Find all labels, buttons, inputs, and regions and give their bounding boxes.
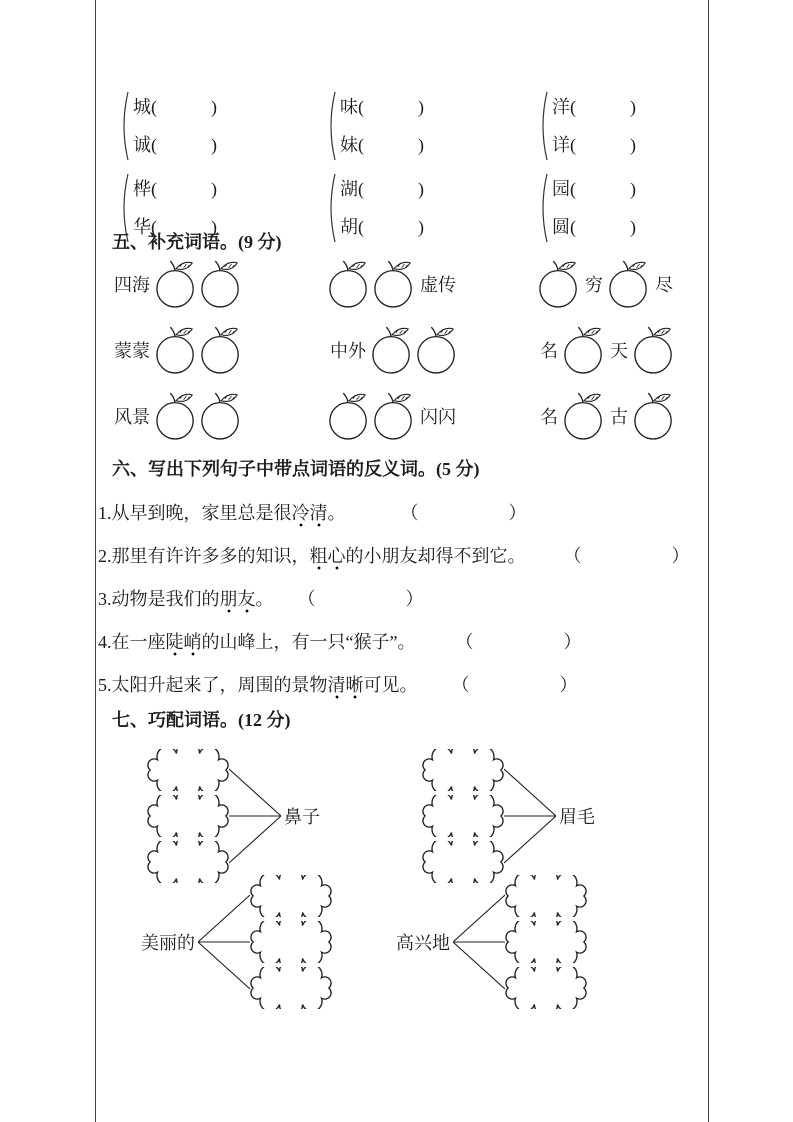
dotted-word: 朋友	[220, 589, 256, 613]
cloud-blank-icon	[505, 967, 587, 1009]
answer-blank: ( )	[358, 179, 424, 199]
answer-blank: ( )	[151, 179, 217, 199]
apple-blank-icon	[200, 391, 242, 441]
match-label: 美丽的	[141, 933, 195, 953]
cloud-blank-icon	[505, 875, 587, 917]
pair-char: 城	[133, 97, 151, 117]
word-pair	[537, 90, 636, 162]
answer-blank: （ ）	[451, 675, 578, 695]
sentence-pre: 1.从早到晚，家里总是很	[98, 503, 292, 523]
word-pair	[537, 172, 636, 244]
match-group-beautiful	[138, 874, 332, 1010]
sentence-item	[98, 578, 704, 621]
cloud-column	[250, 875, 332, 1009]
apple-blank-icon	[633, 391, 675, 441]
fill-text: 蒙蒙	[114, 341, 150, 361]
apple-blank-icon	[373, 259, 415, 309]
pair-char: 详	[552, 135, 570, 155]
fill-text: 古	[610, 407, 628, 427]
apple-blank-icon	[328, 391, 370, 441]
sentence-post: 的小朋友却得不到它。	[345, 546, 526, 566]
pair-char: 华	[133, 217, 151, 237]
sentence-pre: 2.那里有许许多多的知识，	[98, 546, 310, 566]
match-lines	[229, 748, 281, 884]
apple-blank-icon	[563, 325, 605, 375]
answer-blank: （ ）	[455, 632, 582, 652]
sentence-item	[98, 664, 704, 707]
apple-blank-icon	[200, 259, 242, 309]
answer-blank: ( )	[570, 97, 636, 117]
sentence-item	[98, 535, 704, 578]
pair-char: 胡	[340, 217, 358, 237]
fill-cell	[538, 390, 675, 442]
pair-char: 洋	[552, 97, 570, 117]
sentence-pre: 5.太阳升起来了，周围的景物	[98, 675, 328, 695]
match-group-nose	[147, 748, 323, 884]
fill-text: 四海	[114, 275, 150, 295]
pair-rows	[340, 174, 424, 242]
fill-cell	[328, 324, 538, 376]
match-group-happily	[393, 874, 587, 1010]
page-border-right	[708, 0, 709, 1122]
sentence-item	[98, 621, 704, 664]
pair-char: 妹	[340, 135, 358, 155]
match-lines	[198, 874, 250, 1010]
group-bracket-icon	[537, 172, 549, 244]
page-border-left	[95, 0, 96, 1122]
apple-blank-icon	[373, 391, 415, 441]
pair-char: 诚	[133, 135, 151, 155]
pair-char: 味	[340, 97, 358, 117]
fill-text: 中外	[330, 341, 366, 361]
apple-blank-icon	[155, 325, 197, 375]
fill-text: 名	[540, 341, 558, 361]
match-label: 高兴地	[396, 933, 450, 953]
sentence-post: 。	[255, 589, 274, 609]
answer-blank: ( )	[570, 179, 636, 199]
cloud-blank-icon	[250, 967, 332, 1009]
fill-text: 名	[540, 407, 558, 427]
answer-blank: ( )	[358, 135, 424, 155]
dotted-word: 粗心	[310, 546, 346, 570]
answer-blank: （ ）	[297, 589, 424, 609]
answer-blank: ( )	[358, 217, 424, 237]
pair-rows	[133, 92, 217, 160]
cloud-blank-icon	[250, 875, 332, 917]
cloud-column	[147, 749, 229, 883]
sentence-post: 可见。	[363, 675, 418, 695]
word-pair	[325, 90, 537, 162]
answer-blank: ( )	[570, 135, 636, 155]
apple-blank-icon	[155, 391, 197, 441]
sentence-post: 。	[327, 503, 346, 523]
fill-text: 穷	[585, 275, 603, 295]
answer-blank: ( )	[570, 217, 636, 237]
section-five-title: 五、补充词语。(9 分)	[112, 232, 282, 252]
group-bracket-icon	[118, 90, 130, 162]
fill-cell	[328, 258, 538, 310]
answer-blank: ( )	[358, 97, 424, 117]
dotted-word: 冷清	[292, 503, 328, 527]
match-group-eyebrow	[422, 748, 598, 884]
apple-blank-icon	[563, 391, 605, 441]
group-bracket-icon	[537, 90, 549, 162]
answer-blank: ( )	[151, 135, 217, 155]
answer-blank: ( )	[151, 97, 217, 117]
apple-blank-icon	[633, 325, 675, 375]
cloud-blank-icon	[422, 749, 504, 791]
answer-blank: ( )	[151, 217, 217, 237]
apple-fill-grid	[112, 258, 675, 442]
section-seven-title: 七、巧配词语。(12 分)	[112, 710, 291, 730]
pair-char: 湖	[340, 179, 358, 199]
group-bracket-icon	[325, 90, 337, 162]
group-bracket-icon	[325, 172, 337, 244]
fill-text: 闪闪	[420, 407, 456, 427]
match-lines	[504, 748, 556, 884]
fill-cell	[328, 390, 538, 442]
apple-blank-icon	[200, 325, 242, 375]
dotted-word: 陡峭	[166, 632, 202, 656]
apple-blank-icon	[608, 259, 650, 309]
answer-blank: （ ）	[563, 546, 690, 566]
fill-text: 尽	[655, 275, 673, 295]
fill-cell	[112, 390, 328, 442]
sentence-pre: 3.动物是我们的	[98, 589, 220, 609]
fill-cell	[538, 324, 675, 376]
fill-cell	[538, 258, 675, 310]
cloud-blank-icon	[505, 921, 587, 963]
pair-char: 园	[552, 179, 570, 199]
answer-blank: （ ）	[400, 503, 527, 523]
sentence-post: 的山峰上，有一只“猴子”。	[201, 632, 416, 652]
apple-blank-icon	[538, 259, 580, 309]
word-pair	[118, 90, 325, 162]
cloud-blank-icon	[250, 921, 332, 963]
fill-text: 天	[610, 341, 628, 361]
pair-rows	[340, 92, 424, 160]
apple-blank-icon	[416, 325, 458, 375]
fill-cell	[112, 324, 328, 376]
pair-rows	[552, 92, 636, 160]
pair-char: 桦	[133, 179, 151, 199]
word-pair	[325, 172, 537, 244]
apple-blank-icon	[328, 259, 370, 309]
sentence-item	[98, 492, 704, 535]
pair-char: 圆	[552, 217, 570, 237]
fill-cell	[112, 258, 328, 310]
cloud-column	[505, 875, 587, 1009]
antonym-sentences	[98, 492, 704, 707]
match-lines	[453, 874, 505, 1010]
apple-blank-icon	[371, 325, 413, 375]
word-pairs-section	[118, 90, 636, 244]
dotted-word: 清晰	[328, 675, 364, 699]
fill-text: 虚传	[420, 275, 456, 295]
sentence-pre: 4.在一座	[98, 632, 166, 652]
cloud-blank-icon	[147, 795, 229, 837]
pair-rows	[552, 174, 636, 242]
section-six-title: 六、写出下列句子中带点词语的反义词。(5 分)	[112, 459, 480, 479]
cloud-blank-icon	[422, 795, 504, 837]
match-label: 眉毛	[559, 807, 595, 827]
apple-blank-icon	[155, 259, 197, 309]
fill-text: 风景	[114, 407, 150, 427]
cloud-blank-icon	[147, 749, 229, 791]
match-label: 鼻子	[284, 807, 320, 827]
cloud-column	[422, 749, 504, 883]
